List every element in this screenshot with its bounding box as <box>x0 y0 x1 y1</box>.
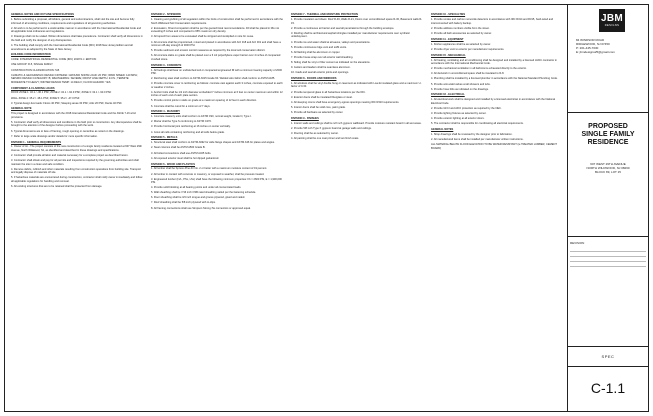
note-paragraph: CLIMATIC & GEOGRAPHIC DESIGN CRITERIA: GROUND SNOW LOAD: 20 PSF; WIND SPEED: 140 MPH; SEISMIC DESIGN CATEGORY: B; WEATHERING: SEVERE; FROST LINE DEPTH: 24 IN.; TERMITE: MODERATE TO HEAVY; WINTER DESIGN TEMP: 14 DEG F; FLOOD HAZARD: YES <box>11 73 138 84</box>
note-paragraph: 2. Provide address numbers visible from the street. <box>431 26 490 30</box>
firm-phone: P: 201-445-7030 <box>576 46 599 50</box>
note-paragraph: 1. Kitchen appliances shall be as selected by owner. <box>431 42 491 46</box>
note-paragraph: 5. Provide continuous ridge vent and soffit vents. <box>291 45 347 49</box>
note-paragraph: 3. Flooring shall be as selected by owner. <box>291 131 339 135</box>
sheet-number: C-1.1 <box>590 380 626 396</box>
section-heading: GENERAL NOTES AND OUTLINE SPECIFICATIONS <box>11 13 74 17</box>
logo-text: JBM <box>600 13 623 24</box>
note-paragraph: 8. All framing connections shall use Simpson Strong-Tie connectors or approved equal. <box>151 206 251 210</box>
project-address-line: NORTH WILDWOOD, NJ 08260 <box>586 165 630 170</box>
note-paragraph: 2. Provide dryer vent to exterior per manufacturer requirements. <box>431 47 505 51</box>
note-paragraph: 2. Provide mechanical ventilation in all bathrooms exhausted directly to the exterior. <box>431 67 527 71</box>
note-paragraph: 4. Provide exterior lighting at all exterior doors. <box>431 117 485 121</box>
section-heading: DIVISION 7 - THERMAL AND MOISTURE PROTECTION <box>291 13 358 17</box>
note-paragraph: 3. Provide concrete cover to reinforcing as follows: concrete cast against earth 3 inches, concrete exposed to earth or weather 2 inches. <box>151 82 283 89</box>
note-paragraph: 4. Provide solid blocking at all bearing points and under all concentrated loads. <box>151 186 242 190</box>
note-paragraph: 1. Owner of lot - The project consists of the new construction of a single family residence located at 607 West 29th Avenue, North Wildwood, NJ, as identified and described in these drawings and specifications. <box>11 145 142 152</box>
revision-row <box>570 262 646 267</box>
note-paragraph: 2. Reinforcing steel shall conform to ASTM A615 Grade 60. Welded wire fabric shall conform to ASTM A185. <box>151 77 276 81</box>
revision-label: REVISION <box>570 241 585 245</box>
note-paragraph: 4. Remove debris, rubbish and other materials resulting from construction operations from building site. Transport and legally dispose of materials off site. <box>11 167 141 175</box>
note-paragraph: WALL ZONE 4: 35.2 / -38.1 PSF; ZONE 5: 35.2 / -47.0 PSF <box>11 96 80 100</box>
note-paragraph: 3. All ductwork in unconditioned space shall be insulated to R-8. <box>431 72 505 76</box>
project-title-line: SINGLE FAMILY <box>581 131 635 139</box>
note-paragraph: 1. Interior walls and ceilings shall be 1/2 inch gypsum wallboard. Provide moisture resistant board in all wet areas. <box>291 121 422 125</box>
note-paragraph: 4. The building shall comply with the International Residential Code (IRC) 2018 New Jersey Edition and all amendments as adopted by the State of New Jersey. <box>11 44 133 51</box>
note-paragraph: 3. Provide horizontal joint reinforcing at 16 inches on center vertically. <box>151 125 231 129</box>
note-paragraph: 1. All footings shall bear on undisturbed soil or compacted engineered fill with a minimum bearing capacity of 2000 PSF. <box>151 68 282 76</box>
note-paragraph: 2. Provide tempered glass in all hazardous locations per the IRC. <box>291 90 366 94</box>
note-paragraph: 5. Contractor shall verify all dimensions and conditions in the field prior to construction. Any discrepancies shall be brought to the attention of the designer before proceeding with the work. <box>11 120 142 128</box>
section-heading: DIVISION 15 - MECHANICAL <box>431 53 466 57</box>
note-paragraph: 2. All manufactured items shall be installed per manufacturer written instructions. <box>431 138 524 142</box>
project-address-line: 607 WEST 29TH AVENUE <box>590 162 626 166</box>
project-title-line: RESIDENCE <box>587 139 629 147</box>
section-heading: COMPONENT & CLADDING LOADS <box>11 86 55 90</box>
project-info-cell <box>568 113 648 237</box>
firm-info-cell <box>568 5 648 113</box>
note-paragraph: 6. All existing structures that are to be retained shall be protected from damage. <box>11 184 103 188</box>
note-paragraph: 4. Grout all cells containing reinforcing and all cells below grade. <box>151 130 225 134</box>
note-paragraph: 9. Gutters and leaders shall be seamless aluminum. <box>291 66 351 70</box>
project-address <box>570 163 646 174</box>
note-paragraph: 6. Concrete shall be cured for a minimum of 7 days. <box>151 104 211 108</box>
note-paragraph: 6. Floor sheathing shall be 3/4 inch tongue and groove plywood, glued and nailed. <box>151 196 246 200</box>
section-heading: DIVISION 2 - SITEWORK <box>151 13 181 17</box>
note-paragraph: 5. Interior doors shall be solid core, paint grade. <box>291 105 346 109</box>
drawing-sheet <box>4 4 649 412</box>
firm-email: E: jbmdesigns25@gmail.com <box>576 50 615 54</box>
note-paragraph: 3. Provide all bath accessories as selected by owner. <box>431 31 492 35</box>
note-paragraph: 1. Shop drawings shall be reviewed by the designer prior to fabrication. <box>431 133 513 137</box>
note-paragraph: 6. Provide hose bibs as indicated on the drawings. <box>431 87 489 91</box>
note-paragraph: 7. Provide house wrap over all exterior wall sheathing. <box>291 55 354 59</box>
note-paragraph: 4. Anchor bolts shall be 1/2 inch diameter embedded 7 inches minimum at 6 feet on center maximum and within 12 inches of each end of each plate section. <box>151 90 283 98</box>
notes-column-4 <box>431 11 563 405</box>
note-paragraph: 4. Plumbing shall be installed by a licensed plumber in accordance with the National Standard Plumbing Code. <box>431 77 558 81</box>
section-heading: DIVISION 6 - WOOD AND PLASTICS <box>151 162 195 166</box>
note-paragraph: 1. All heating, ventilating and air conditioning shall be designed and installed by a licensed HVAC contractor in accordance with the International Mechanical Code. <box>431 58 557 66</box>
section-heading: DIVISION 11 - EQUIPMENT <box>431 37 464 41</box>
section-heading: DIVISION 16 - ELECTRICAL <box>431 93 465 97</box>
note-paragraph: 2. Provide GFCI and AFCI protection as required by the NEC. <box>431 106 502 110</box>
note-paragraph: 2. Contractor shall provide all labor and material necessary for a complete project as described herein. <box>11 154 129 158</box>
note-paragraph: 4. All sleeping rooms shall have emergency egress openings meeting IRC R310 requirements. <box>291 100 400 104</box>
note-paragraph: 3. Drawings shall not be scaled. Written dimensions shall take precedence. Contractor shall verify all dimensions in the field and notify the designer of any discrepancies. <box>11 35 143 42</box>
note-paragraph: CODE: INTERNATIONAL RESIDENTIAL CODE (IRC) 2018 N.J. EDITION <box>11 58 97 62</box>
note-paragraph: 3. Roofing shall be architectural asphalt shingles installed per manufacturer requirements over synthetic underlayment. <box>291 31 410 39</box>
notes-column-3 <box>291 11 423 405</box>
revision-cell <box>568 237 648 347</box>
note-paragraph: CONSTRUCTION CLASSIFICATION: 5-B <box>11 68 60 72</box>
sheet-label: SPEC <box>601 354 615 359</box>
note-paragraph: 2. Provide a continuous air barrier and seal all penetrations through the building envelope. <box>291 26 395 30</box>
notes-column-2 <box>151 11 283 405</box>
note-paragraph: ROOF ZONE 1: 32.1 / -36.1 PSF; ZONE 2: 32.1 / -62.9 PSF; ZONE 3: 32.1 / -93.0 PSF <box>11 91 112 95</box>
note-paragraph: 1. Clearing and grubbing of all vegetation within the limits of construction shall be performed in accordance with the North Wildwood Soil Conservation requirements. <box>151 18 283 25</box>
project-title-line: PROPOSED <box>588 123 628 130</box>
note-paragraph: 1. All electrical work shall be designed and installed by a licensed electrician in accordance with the National Electrical Code. <box>431 98 555 105</box>
project-address-line: BLOCK 89, LOT 15 <box>595 169 621 174</box>
note-paragraph: 7. Roof sheathing shall be 5/8 inch plywood with H-clips. <box>151 201 216 205</box>
project-title <box>570 123 646 148</box>
note-paragraph: This project is designed in accordance with the 2018 International Residential Code and the ASCE 7-16 wind provisions. <box>11 112 136 119</box>
note-paragraph: 5. Provide sediment and erosion control measures as required by the local soil conservation district. <box>151 49 266 53</box>
note-paragraph: 5. The contractor shall be responsible for coordinating all electrical requirements. <box>431 122 524 126</box>
note-paragraph: 2. Steel columns shall be ASTM A500 Grade B. <box>151 146 206 150</box>
notes-area <box>11 11 567 405</box>
note-paragraph: 1. Concrete masonry units shall conform to ASTM C90, normal weight, Grade N, Type I. <box>151 115 252 119</box>
note-paragraph: 6. All concrete slabs on grade shall be placed over a 6 mil polyethylene vapor barrier over 4 inches of compacted crushed stone. <box>151 54 281 61</box>
note-paragraph: 10. Caulk and seal all exterior joints and openings. <box>291 71 349 75</box>
note-paragraph: 5. Provide anti-scald valves at all showers and tubs. <box>431 82 491 86</box>
sheet-label-cell <box>568 347 648 367</box>
logo-subtext: DESIGNS <box>604 24 620 27</box>
note-paragraph: 8. Siding shall be vinyl or fiber cement as indicated on the elevations. <box>291 60 371 64</box>
section-heading: DIVISION 4 - MASONRY <box>151 110 181 114</box>
note-paragraph: 3. Contractor shall obtain and pay for all permits and inspections required by the governing authorities and shall maintain the site in a clean and safe condition. <box>11 159 139 166</box>
note-paragraph: 2. All work is to be performed in a workmanlike manner in accordance with the International Residential Code and all applicable local ordinances and regulations. <box>11 26 142 34</box>
note-paragraph: 5. If hazardous materials are encountered during construction, contractor shall notify owner immediately and follow all applicable regulations for handling and removal. <box>11 176 143 183</box>
section-heading: DIVISION 1 - GENERAL REQUIREMENTS <box>11 140 62 144</box>
note-paragraph: 4. All painting shall be one coat primer and two finish coats. <box>291 136 360 140</box>
note-paragraph: 1. Provide insulation as follows: Roof R-49, Walls R-21, Floors over unconditioned space R-30, Basement walls R-15. <box>291 18 423 25</box>
note-paragraph: 1. All windows shall be vinyl double hung or casement as indicated with Low-E insulated glass and a maximum U-factor of 0.30. <box>291 81 422 89</box>
note-paragraph: 2. Provide 5/8 inch Type X gypsum board at garage walls and ceilings. <box>291 126 372 130</box>
section-heading: DIVISION 9 - FINISHES <box>291 116 319 120</box>
note-paragraph: 1. All lumber shall be Spruce-Pine-Fir No. 2 or better with a maximum moisture content of 19 percent. <box>151 167 268 171</box>
title-block <box>567 5 648 411</box>
note-paragraph: 3. Engineered lumber (LVL, PSL, LSL) shall have the following minimum properties: Fb = 2600 PSI, E = 1,900,000 PSI. <box>151 177 282 185</box>
section-heading: DIVISION 5 - METALS <box>151 136 178 140</box>
section-heading: GENERAL NOTES <box>431 128 454 132</box>
note-paragraph: 6. Provide all hardware as selected by owner. <box>291 110 344 114</box>
note-paragraph: USE GROUP: R-5, SINGLE FAMILY <box>11 63 53 67</box>
section-heading: DIVISION 3 - CONCRETE <box>151 63 182 67</box>
note-paragraph: 7. Refer to large scale drawings and/or details for more specific information. <box>11 134 98 138</box>
note-paragraph: 1. Before submitting a proposal, all bidders, general and subcontractors, shall visit the site and become fully informed of all existing conditions, requirements and regulations of all governing authorities. <box>11 18 135 25</box>
note-paragraph: 6. All flashing shall be aluminum or copper. <box>291 50 341 54</box>
note-paragraph: 5. Wall sheathing shall be 7/16 inch OSB rated sheathing nailed per the fastening schedule. <box>151 191 257 195</box>
note-paragraph: 3. Provide lighting fixtures as selected by owner. <box>431 112 487 116</box>
note-paragraph: 3. Exterior doors shall be insulated fiberglass or steel. <box>291 95 353 99</box>
section-heading: GENERAL NOTE <box>11 107 32 111</box>
firm-address-line: 84 WINDSOR ROAD <box>576 38 605 42</box>
note-paragraph: 4. Provide ice and water shield at all eaves, valleys and penetrations. <box>291 40 371 44</box>
note-paragraph: 4. All concrete shall be proportioned, mixed and placed in accordance with ACI 318 and ACI 301 and shall have a minimum 28-day strength of 3000 PSI. <box>151 40 281 48</box>
revision-lines <box>570 247 646 267</box>
firm-address-line: RIDGEWOOD, NJ 07450 <box>576 42 610 46</box>
note-paragraph: 2. All lumber in contact with concrete or masonry, or exposed to weather, shall be pressure treated. <box>151 172 265 176</box>
note-paragraph: 1. Structural steel shall conform to ASTM A992 for wide flange shapes and ASTM A36 for plates and angles. <box>151 141 275 145</box>
note-paragraph: 2. Mortar shall be Type S conforming to ASTM C270. <box>151 120 212 124</box>
note-paragraph: 4. All exposed exterior steel shall be hot dipped galvanized. <box>151 156 220 160</box>
note-paragraph: 5. Provide control joints in slabs on grade at a maximum spacing of 12 feet in each direction. <box>151 99 257 103</box>
notes-column-1 <box>11 11 143 405</box>
firm-logo <box>599 9 625 32</box>
note-paragraph: 3. Typical design live loads: Floors 40 PSF; Sleeping areas 30 PSF; Attic 20 PSF; Decks 40 PSF. <box>11 101 123 105</box>
section-heading: DIVISION 10 - SPECIALTIES <box>431 13 466 17</box>
note-paragraph: 3. All bolted connections shall use ASTM A325 bolts. <box>151 151 212 155</box>
section-heading: BUILDING CODE INFORMATION <box>11 53 51 57</box>
section-heading: DIVISION 8 - DOORS AND WINDOWS <box>291 77 337 81</box>
note-paragraph: 3. All topsoil from areas to be excavated shall be stripped and stockpiled on site for reuse. <box>151 35 254 39</box>
note-paragraph: 2. Excavation, fill and compaction shall be per the geotechnical recommendations. Fill shall be placed in lifts not exceeding 8 inches and compacted to 95% maximum dry density. <box>151 26 280 34</box>
firm-address <box>576 38 642 54</box>
sheet-number-cell <box>568 367 648 411</box>
note-paragraph: 6. Typical dimensions are to face of framing, rough opening or centerline as noted on the drawings. <box>11 129 125 133</box>
note-paragraph: ALL MATERIAL BELOW FLOOD ELEVATION TO BE WATER RESISTANT (ie TREATED LUMBER, CEMENT BOARD) <box>431 143 557 150</box>
note-paragraph: 1. Provide smoke and carbon monoxide detectors in accordance with IRC R314 and R315, hard-wired and interconnected with battery backup. <box>431 18 554 25</box>
